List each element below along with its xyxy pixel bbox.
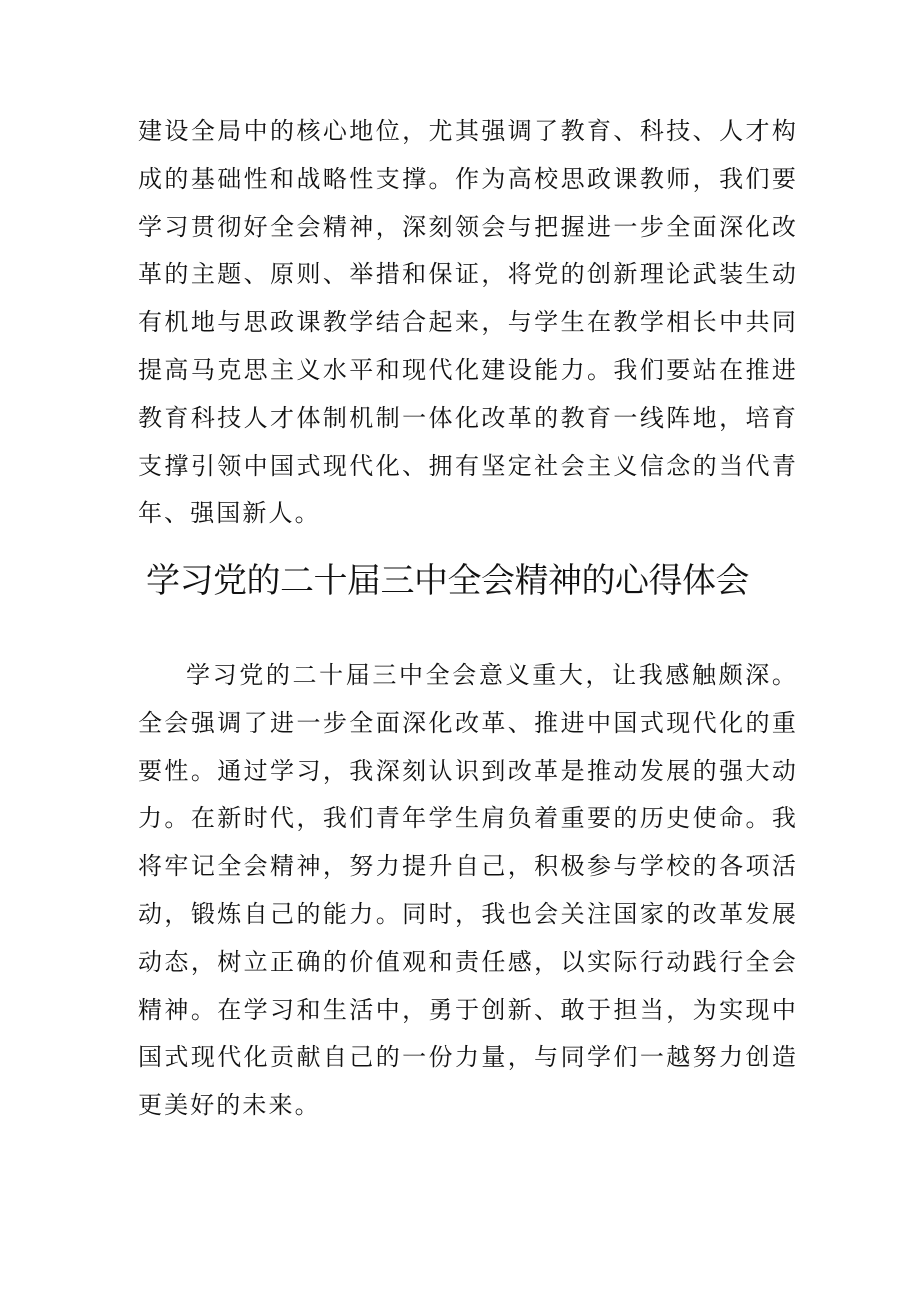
section-heading: 学习党的二十届三中全会精神的心得体会: [146, 561, 749, 601]
body-paragraph-continued: 建设全局中的核心地位，尤其强调了教育、科技、人才构成的基础性和战略性支撑。作为高校思政课教师，我们要学习贯彻好全会精神，深刻领会与把握进一步全面深化改革的主题、原则、举措和保证，将党的创新理论武装生动有机地与思政课教学结合起来，与学生在教学相长中共同提高马克思主义水平和现代化建设能力。我们要站在推进教育科技人才体制机制一体化改革的教育一线阵地，培育支撑引领中国式现代化、拥有坚定社会主义信念的当代青年、强国新人。: [138, 117, 798, 528]
body-paragraph: 学习党的二十届三中全会意义重大，让我感触颇深。全会强调了进一步全面深化改革、推进中国式现代化的重要性。通过学习，我深刻认识到改革是推动发展的强大动力。在新时代，我们青年学生肩负着重要的历史使命。我将牢记全会精神，努力提升自己，积极参与学校的各项活动，锻炼自己的能力。同时，我也会关注国家的改革发展动态，树立正确的价值观和责任感，以实际行动践行全会精神。在学习和生活中，勇于创新、敢于担当，为实现中国式现代化贡献自己的一份力量，与同学们一越努力创造更美好的未来。: [138, 661, 798, 1120]
